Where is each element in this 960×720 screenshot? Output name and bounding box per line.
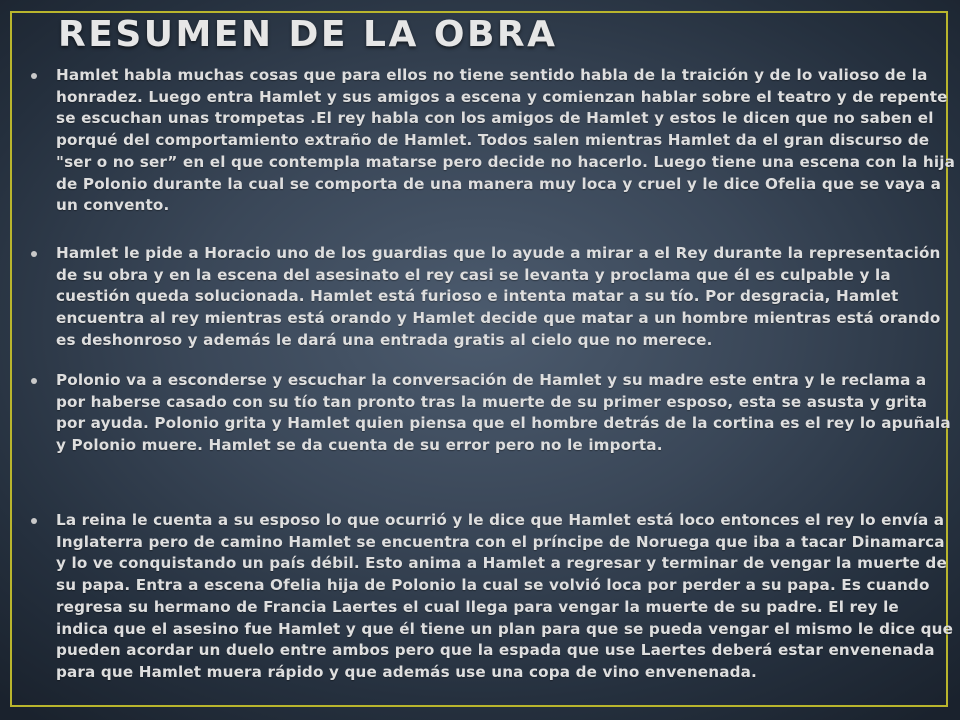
bullet-dot-icon — [31, 73, 37, 79]
slide-title: RESUMEN DE LA OBRA — [58, 14, 558, 55]
bullet-paragraph-3: Polonio va a esconderse y escuchar la conversación de Hamlet y su madre este entra y le reclama a por haberse casado con su tío tan pronto tras la muerte de su primer esposo, esta se asusta y grita por ayuda. Polonio grita y Hamlet quien piensa que el hombre detrás de la cortina es el rey lo apuñala y Polonio muere. Hamlet se da cuenta de su error pero no le importa. — [56, 371, 951, 455]
bullet-paragraph-4: La reina le cuenta a su esposo lo que ocurrió y le dice que Hamlet está loco entonces el rey lo envía a Inglaterra pero de camino Hamlet se encuentra con el príncipe de Noruega que iba a tacar Dinamarca y lo ve conquistando un país débil. Esto anima a Hamlet a regresar y terminar de vengar la muerte de su papa. Entra a escena Ofelia hija de Polonio la cual se volvió loca por perder a su papa. Es cuando regresa su hermano de Francia Laertes el cual llega para vengar la muerte de su padre. El rey le indica que el asesino fue Hamlet y que él tiene un plan para que se pueda vengar el mismo le dice que pueden acordar un duelo entre ambos pero que la espada que use Laertes deberá estar envenenada para que Hamlet muera rápido y que además use una copa de vino envenenada. — [56, 511, 954, 681]
bullet-dot-icon — [31, 378, 37, 384]
bullet-paragraph-2: Hamlet le pide a Horacio uno de los guardias que lo ayude a mirar a el Rey durante la representación de su obra y en la escena del asesinato el rey casi se levanta y proclama que él es culpable y la cuestión queda solucionada. Hamlet está furioso e intenta matar a su tío. Por desgracia, Hamlet encuentra al rey mientras está orando y Hamlet decide que matar a un hombre mientras está orando es deshonroso y además le dará una entrada gratis al cielo que no merece. — [56, 244, 941, 349]
bullet-paragraph-1: Hamlet habla muchas cosas que para ellos no tiene sentido habla de la traición y de lo valioso de la honradez. Luego entra Hamlet y sus amigos a escena y comienzan hablar sobre el teatro y de repente se escuchan unas trompetas .El rey habla con los amigos de Hamlet y estos le dicen que no saben el porqué del comportamiento extraño de Hamlet. Todos salen mientras Hamlet da el gran discurso de "ser o no ser” en el que contempla matarse pero decide no hacerlo. Luego tiene una escena con la hija de Polonio durante la cual se comporta de una manera muy loca y cruel y le dice Ofelia que se vaya a un convento. — [56, 66, 955, 215]
bullet-dot-icon — [31, 251, 37, 257]
bullet-dot-icon — [31, 518, 37, 524]
